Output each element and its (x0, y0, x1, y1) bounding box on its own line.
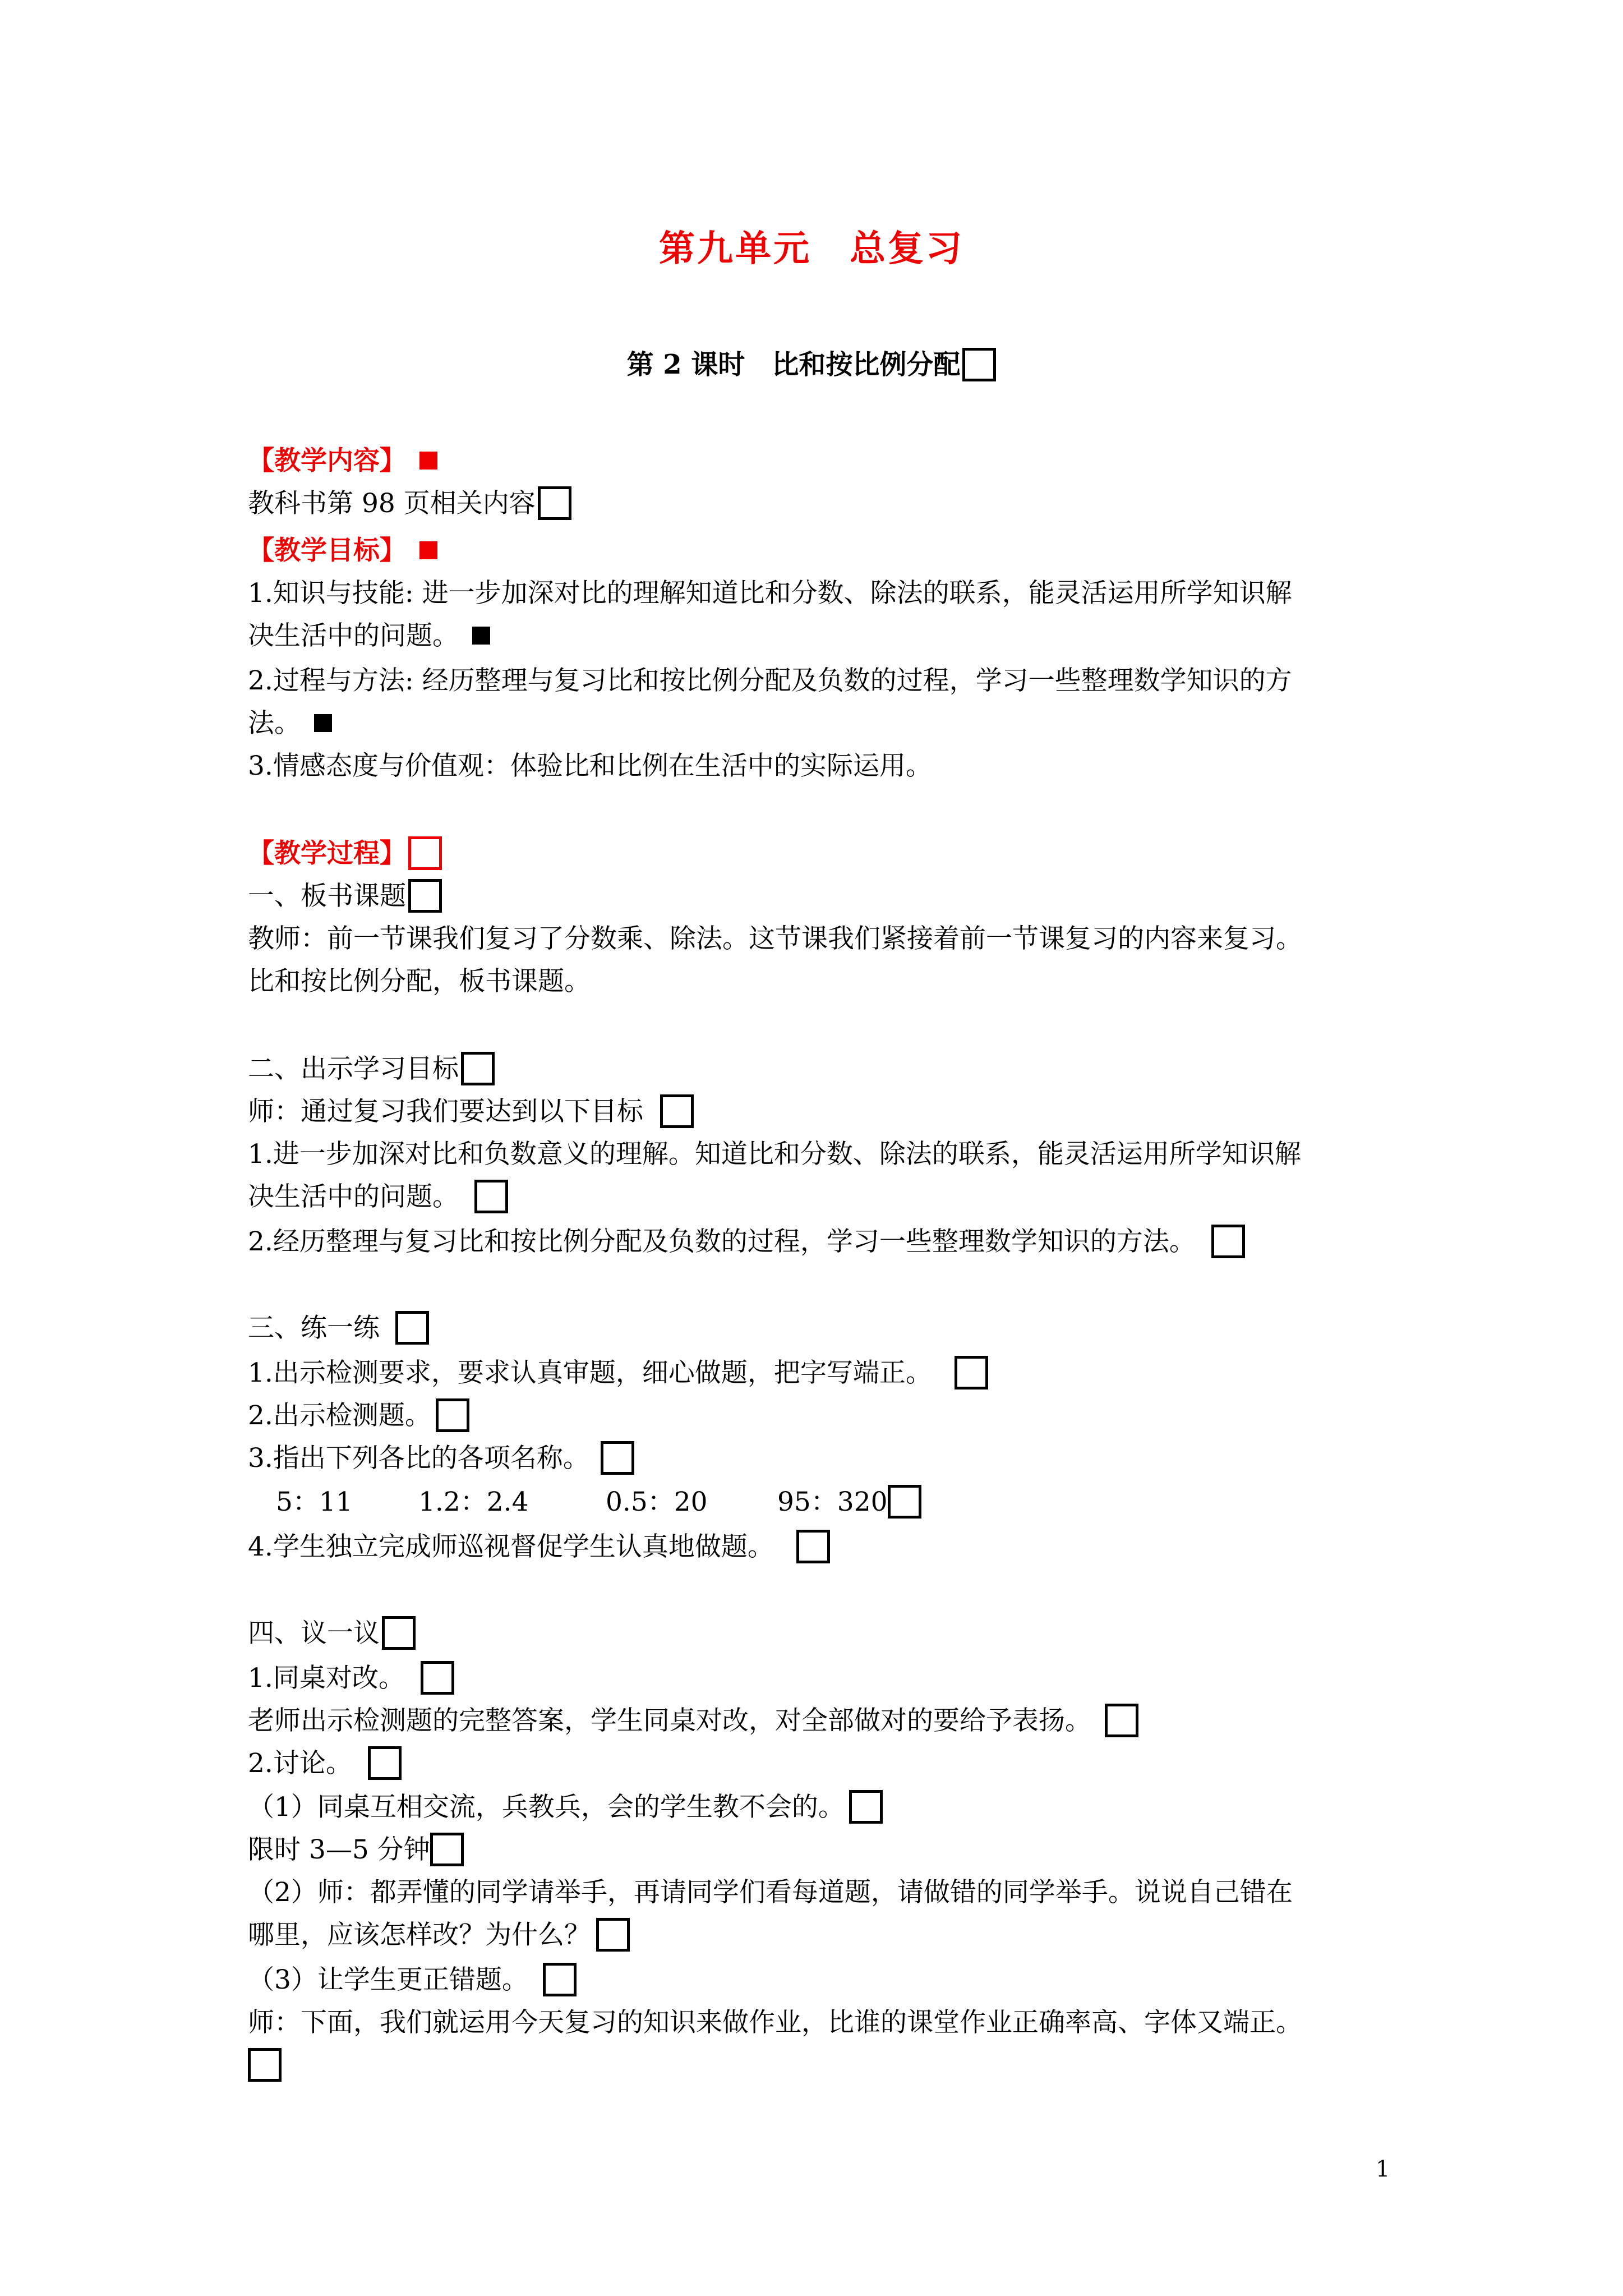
body-text: 决生活中的问题。 (248, 1181, 459, 1212)
black-square-marker (472, 627, 490, 645)
empty-box (474, 1180, 508, 1213)
section-title-text: 三、练一练 (248, 1313, 380, 1343)
empty-box (543, 1963, 577, 1996)
empty-box (1211, 1225, 1245, 1258)
body-line (248, 1352, 988, 1395)
section-title-text: 二、出示学习目标 (248, 1053, 459, 1084)
lesson-subtitle-text: 第 2 课时 比和按比例分配 (626, 349, 961, 380)
section-title (248, 875, 442, 918)
body-line (248, 2044, 282, 2087)
process-header-line (248, 832, 442, 875)
body-line (248, 1657, 454, 1700)
body-text: 2.出示检测题。 (248, 1400, 431, 1431)
empty-box (1105, 1704, 1138, 1737)
red-square-marker (419, 541, 437, 559)
body-text: （1）同桌互相交流，兵教兵，会的学生教不会的。 (248, 1792, 845, 1823)
content-line (248, 482, 571, 525)
page-title: 第九单元 总复习 (659, 228, 964, 270)
empty-box (461, 1052, 495, 1085)
content-text: 教科书第 98 页相关内容 (248, 488, 536, 519)
empty-box (421, 1661, 454, 1695)
goal-text: 法。 (248, 708, 301, 739)
body-line (248, 1437, 634, 1480)
empty-box (601, 1441, 634, 1475)
goal-line (248, 702, 332, 745)
section-header: 【教学目标】 (248, 535, 406, 566)
body-text: 2.讨论。 (248, 1748, 352, 1779)
body-text: 师：通过复习我们要达到以下目标 (248, 1096, 643, 1127)
empty-box (955, 1356, 988, 1389)
empty-box (962, 348, 996, 381)
lesson-subtitle (0, 343, 1623, 386)
empty-box (368, 1746, 402, 1780)
empty-box (430, 1833, 464, 1866)
empty-box (436, 1398, 469, 1432)
section-header: 【教学过程】 (248, 838, 406, 869)
section-title-text: 四、议一议 (248, 1618, 380, 1649)
goal-text: 决生活中的问题。 (248, 620, 459, 651)
body-line (248, 1786, 883, 1829)
body-line (248, 1700, 1138, 1742)
body-text: 2.经历整理与复习比和按比例分配及负数的过程，学习一些整理数学知识的方法。 (248, 1226, 1196, 1257)
body-line: 比和按比例分配，板书课题。 (248, 966, 591, 997)
ratio-item: 0.5：20 (606, 1487, 708, 1517)
ratio-item: 95：320 (777, 1487, 888, 1517)
body-line (248, 1526, 830, 1568)
empty-box (660, 1094, 694, 1128)
body-line (248, 1395, 469, 1437)
section-title (248, 1048, 495, 1091)
body-line (248, 1176, 508, 1218)
body-text: 1.出示检测要求，要求认真审题，细心做题，把字写端正。 (248, 1358, 932, 1388)
body-line: 师：下面，我们就运用今天复习的知识来做作业，比谁的课堂作业正确率高、字体又端正。 (248, 2007, 1302, 2038)
body-line (248, 1914, 630, 1957)
empty-box (395, 1311, 429, 1345)
empty-box (248, 2048, 282, 2082)
empty-box (382, 1616, 416, 1650)
ratio-list (276, 1481, 921, 1524)
body-line (248, 1959, 577, 2001)
ratio-item: 1.2：2.4 (418, 1487, 529, 1517)
section-title (248, 1612, 416, 1655)
section-header: 【教学内容】 (248, 445, 406, 476)
body-text: （3）让学生更正错题。 (248, 1964, 528, 1995)
goal-line: 1.知识与技能: 进一步加深对比的理解知道比和分数、除法的联系，能灵活运用所学知识解 (248, 578, 1292, 609)
goals-header-line (248, 530, 437, 572)
section-title (248, 1307, 429, 1350)
empty-box (596, 1918, 630, 1952)
goal-line (248, 615, 490, 657)
body-text: 3.指出下列各比的各项名称。 (248, 1443, 589, 1474)
body-line: （2）师：都弄懂的同学请举手，再请同学们看每道题，请做错的同学举手。说说自己错在 (248, 1877, 1293, 1908)
red-square-marker (419, 452, 437, 470)
goal-line: 3.情感态度与价值观：体验比和比例在生活中的实际运用。 (248, 751, 932, 781)
goal-line: 2.过程与方法: 经历整理与复习比和按比例分配及负数的过程，学习一些整理数学知识的方 (248, 665, 1292, 696)
page-number: 1 (1376, 2156, 1390, 2182)
content-header-line (248, 440, 437, 482)
body-line: 教师：前一节课我们复习了分数乘、除法。这节课我们紧接着前一节课复习的内容来复习。 (248, 923, 1302, 954)
red-empty-box (408, 836, 442, 870)
body-text: 1.同桌对改。 (248, 1663, 405, 1694)
ratio-item: 5：11 (276, 1487, 353, 1517)
section-title-text: 一、板书课题 (248, 881, 406, 912)
body-text: 老师出示检测题的完整答案，学生同桌对改，对全部做对的要给予表扬。 (248, 1705, 1091, 1736)
empty-box (538, 486, 571, 520)
body-line (248, 1221, 1245, 1263)
empty-box (888, 1485, 921, 1519)
body-text: 4.学生独立完成师巡视督促学生认真地做题。 (248, 1531, 774, 1562)
body-line (248, 1829, 464, 1871)
body-text: 哪里，应该怎样改？为什么？ (248, 1920, 591, 1950)
empty-box (849, 1790, 883, 1824)
empty-box (408, 879, 442, 913)
empty-box (796, 1530, 830, 1563)
body-text: 限时 3—5 分钟 (248, 1834, 430, 1865)
body-line: 1.进一步加深对比和负数意义的理解。知道比和分数、除法的联系，能灵活运用所学知识解 (248, 1139, 1301, 1170)
black-square-marker (314, 714, 332, 732)
body-line (248, 1742, 402, 1785)
body-line (248, 1091, 694, 1133)
